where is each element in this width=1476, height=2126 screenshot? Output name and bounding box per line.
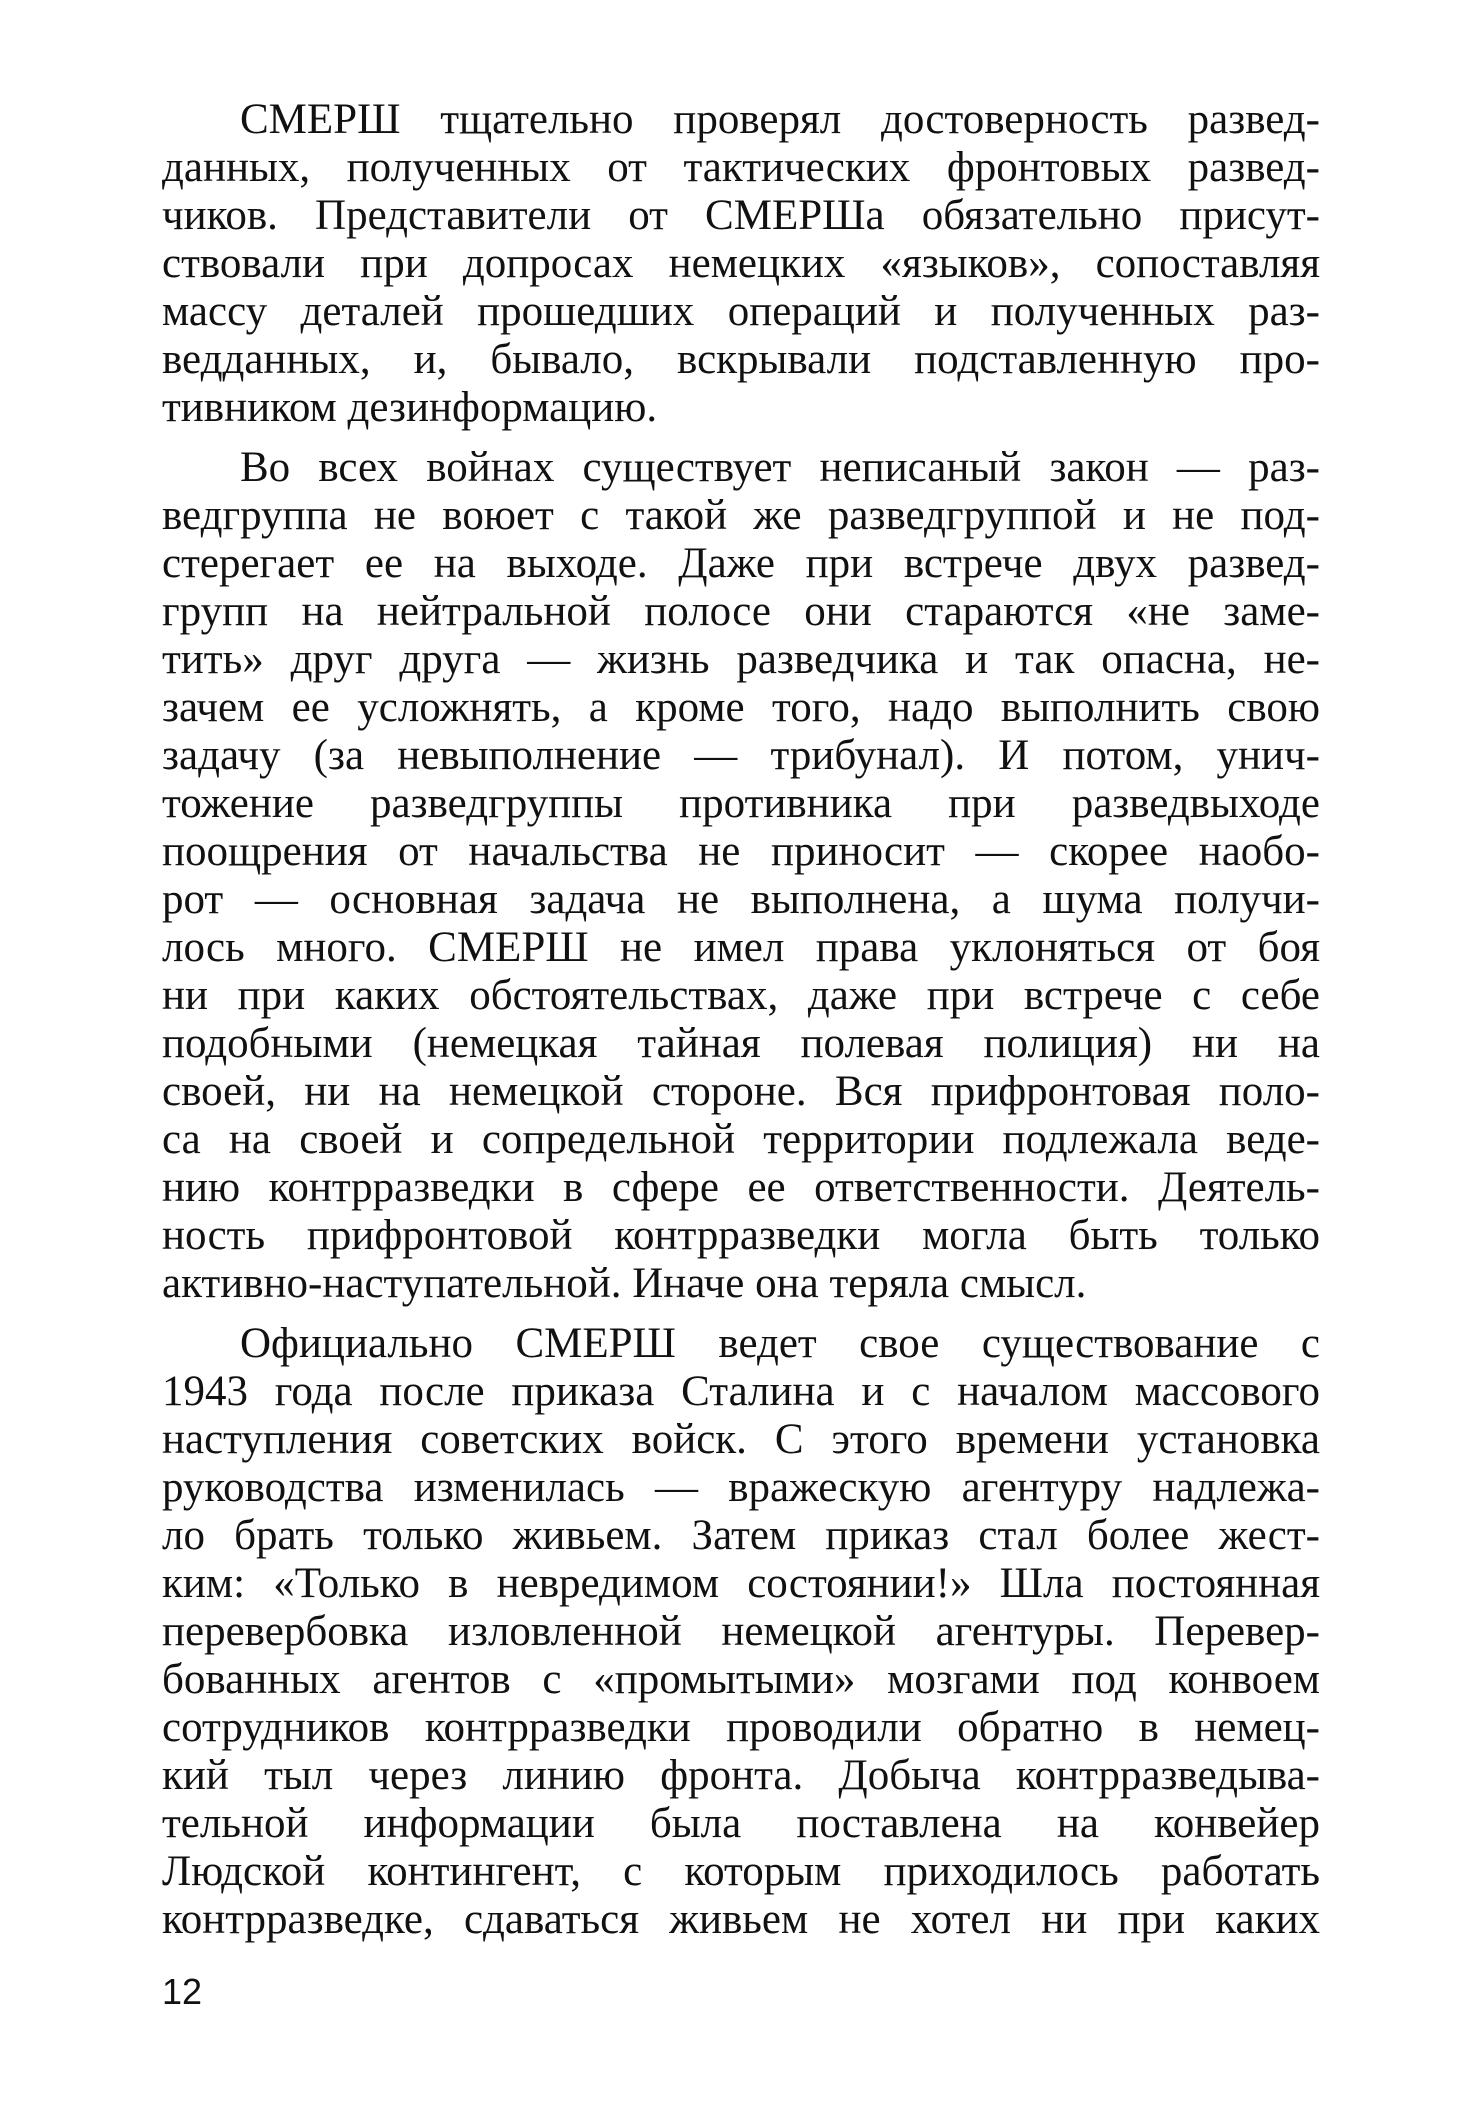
body-text	[162, 96, 1320, 1944]
text-line: групп на нейтральной полосе они стараются «не заме-	[162, 588, 1320, 635]
page-number: 12	[162, 1971, 203, 2012]
text-line: активно-наступательной. Иначе она теряла смысл.	[162, 1260, 1087, 1307]
text-line: 1943 года после приказа Сталина и с началом массового	[162, 1368, 1320, 1415]
text-line: ким: «Только в невредимом состоянии!» Шла постоянная	[162, 1560, 1320, 1607]
text-line: тожение разведгруппы противника при разведвыходе	[162, 780, 1320, 827]
text-line: ведданных, и, бывало, вскрывали подставленную про-	[162, 336, 1320, 383]
text-line: бованных агентов с «промытыми» мозгами под конвоем	[162, 1656, 1320, 1703]
text-line: тить» друг друга — жизнь разведчика и так опасна, не-	[162, 636, 1320, 683]
text-line: нию контрразведки в сфере ее ответственности. Деятель-	[162, 1164, 1320, 1211]
text-line: руководства изменилась — вражескую агентуру надлежа-	[162, 1464, 1320, 1511]
paragraph-gap	[162, 432, 1320, 444]
text-line: ность прифронтовой контрразведки могла быть только	[162, 1212, 1320, 1259]
text-line: задачу (за невыполнение — трибунал). И потом, унич-	[162, 732, 1320, 779]
text-line: подобными (немецкая тайная полевая полиция) ни на	[162, 1020, 1320, 1067]
paragraph-gap	[162, 1308, 1320, 1320]
text-line: массу деталей прошедших операций и полученных раз-	[162, 288, 1320, 335]
text-line: ни при каких обстоятельствах, даже при встрече с себе	[162, 972, 1320, 1019]
text-line: тельной информации была поставлена на конвейер	[162, 1800, 1320, 1847]
text-line: ведгруппа не воюет с такой же разведгруппой и не под-	[162, 492, 1320, 539]
paragraph-2	[162, 444, 1320, 1308]
text-line: Людской контингент, с которым приходилось работать	[162, 1848, 1320, 1895]
paragraph-3	[162, 1320, 1320, 1944]
text-line: сотрудников контрразведки проводили обратно в немец-	[162, 1704, 1320, 1751]
text-line: рот — основная задача не выполнена, а шума получи-	[162, 876, 1320, 923]
paragraph-1	[162, 96, 1320, 432]
text-line: зачем ее усложнять, а кроме того, надо выполнить свою	[162, 684, 1320, 731]
text-line: контрразведке, сдаваться живьем не хотел ни при каких	[162, 1896, 1320, 1943]
text-line: СМЕРШ тщательно проверял достоверность развед-	[240, 96, 1320, 143]
text-line: Во всех войнах существует неписаный закон — раз-	[240, 444, 1320, 491]
text-line: ло брать только живьем. Затем приказ стал более жест-	[162, 1512, 1320, 1559]
text-line: данных, полученных от тактических фронтовых развед-	[162, 144, 1320, 191]
text-line: лось много. СМЕРШ не имел права уклоняться от боя	[162, 924, 1320, 971]
text-line: са на своей и сопредельной территории подлежала веде-	[162, 1116, 1320, 1163]
text-line: ствовали при допросах немецких «языков», сопоставляя	[162, 240, 1320, 287]
text-line: кий тыл через линию фронта. Добыча контрразведыва-	[162, 1752, 1320, 1799]
text-line: своей, ни на немецкой стороне. Вся прифронтовая поло-	[162, 1068, 1320, 1115]
text-line: тивником дезинформацию.	[162, 384, 658, 431]
text-line: перевербовка изловленной немецкой агентуры. Перевер-	[162, 1608, 1320, 1655]
text-line: чиков. Представители от СМЕРШа обязательно присут-	[162, 192, 1320, 239]
text-line: наступления советских войск. С этого времени установка	[162, 1416, 1320, 1463]
text-line: Официально СМЕРШ ведет свое существование с	[240, 1320, 1320, 1367]
text-line: поощрения от начальства не приносит — скорее наобо-	[162, 828, 1320, 875]
text-line: стерегает ее на выходе. Даже при встрече двух развед-	[162, 540, 1320, 587]
